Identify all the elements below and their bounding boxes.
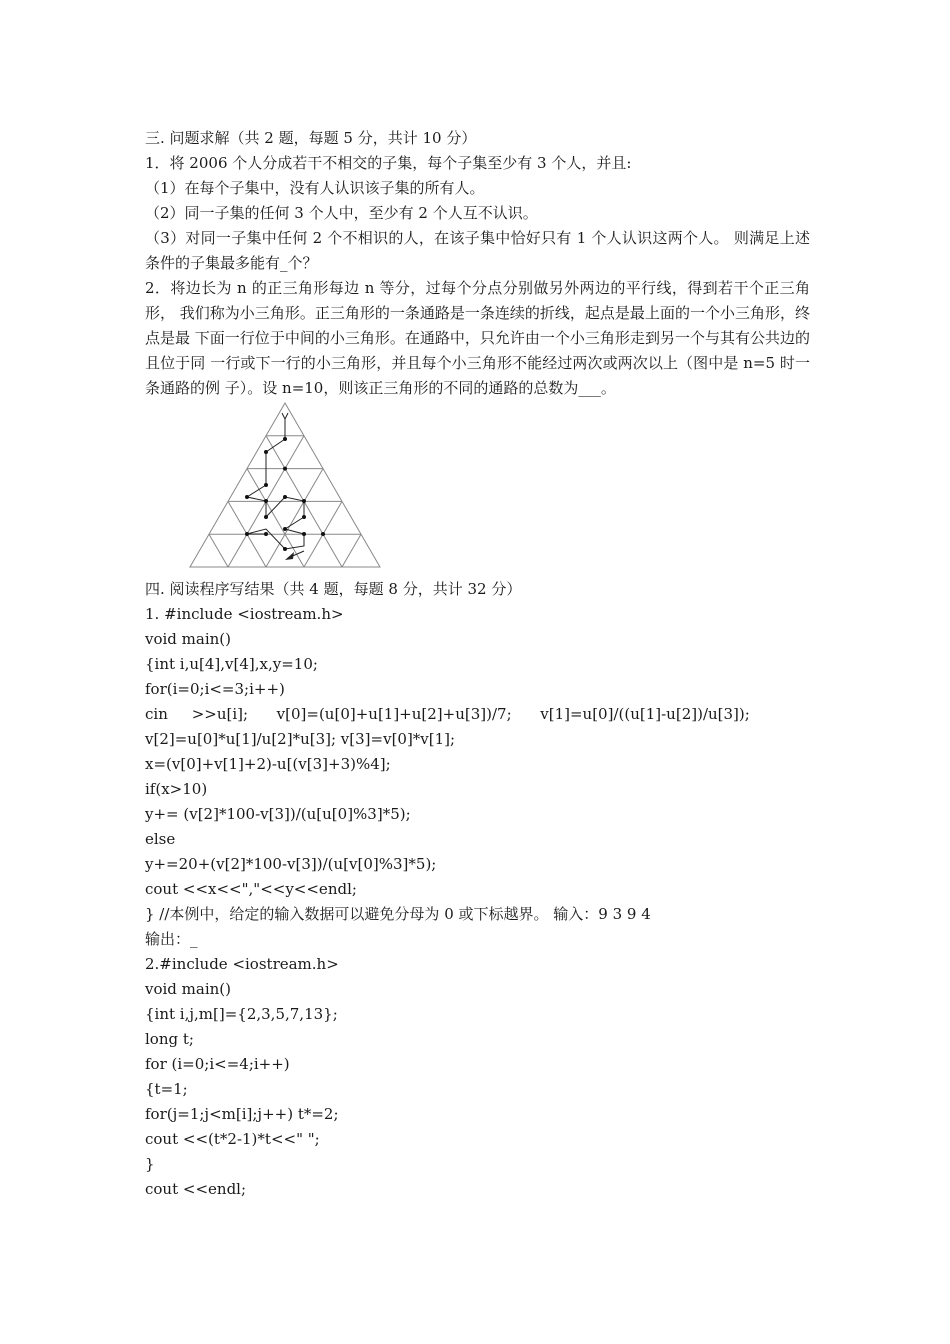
code-line: } bbox=[145, 1155, 155, 1173]
code-line: {t=1; bbox=[145, 1080, 188, 1098]
code-line: cin >>u[i]; v[0]=(u[0]+u[1]+u[2]+u[3])/7; v[1]=u[0]/((u[1]-u[2])/u[3]); bbox=[145, 705, 750, 723]
code-line: cout <<(t*2-1)*t<<" "; bbox=[145, 1130, 320, 1148]
code-line: 2.#include <iostream.h> bbox=[145, 955, 339, 973]
code-line: } //本例中，给定的输入数据可以避免分母为 0 或下标越界。 输入：9 3 9 4 bbox=[145, 905, 651, 923]
code-line: for (i=0;i<=4;i++) bbox=[145, 1055, 290, 1073]
document-content bbox=[145, 126, 810, 1202]
section4-heading: 四. 阅读程序写结果（共 4 题，每题 8 分，共计 32 分） bbox=[145, 580, 522, 598]
code-line: void main() bbox=[145, 980, 232, 998]
q1-condition-3: （3）对同一子集中任何 2 个不相识的人，在该子集中恰好只有 1 个人认识这两个人。 则满足上述条件的子集最多能有_个？ bbox=[145, 229, 810, 272]
code-line: x=(v[0]+v[1]+2)-u[(v[3]+3)%4]; bbox=[145, 755, 391, 773]
code-line: y+= (v[2]*100-v[3])/(u[u[0]%3]*5); bbox=[145, 805, 411, 823]
code-line: void main() bbox=[145, 630, 232, 648]
triangle-figure bbox=[185, 401, 385, 573]
code-line: cout <<endl; bbox=[145, 1180, 247, 1198]
code-line: long t; bbox=[145, 1030, 194, 1048]
code-line: {int i,j,m[]={2,3,5,7,13}; bbox=[145, 1005, 338, 1023]
code-line: for(i=0;i<=3;i++) bbox=[145, 680, 285, 698]
program-2 bbox=[145, 952, 810, 1202]
code-line: 1. #include <iostream.h> bbox=[145, 605, 344, 623]
code-line: {int i,u[4],v[4],x,y=10; bbox=[145, 655, 318, 673]
q1-condition-2: （2）同一子集的任何 3 个人中，至少有 2 个人互不认识。 bbox=[145, 204, 538, 222]
code-line: for(j=1;j<m[i];j++) t*=2; bbox=[145, 1105, 339, 1123]
q1-condition-1: （1）在每个子集中，没有人认识该子集的所有人。 bbox=[145, 179, 485, 197]
code-line: cout <<x<<","<<y<<endl; bbox=[145, 880, 357, 898]
program-1 bbox=[145, 602, 810, 952]
section3-heading: 三. 问题求解（共 2 题，每题 5 分，共计 10 分） bbox=[145, 129, 477, 147]
output-line: 输出：_ bbox=[145, 930, 198, 948]
code-line: y+=20+(v[2]*100-v[3])/(u[v[0]%3]*5); bbox=[145, 855, 437, 873]
q2-text: 2．将边长为 n 的正三角形每边 n 等分，过每个分点分别做另外两边的平行线，得到若干个正三角形， 我们称为小三角形。正三角形的一条通路是一条连续的折线，起点是最上面的一个小三角形，终点是最 下面一行位于中间的小三角形。在通路中，只允许由一个小三角形走到另一个与其有公共边的且位于同 一行或下一行的小三角形，并且每个小三角形不能经过两次或两次以上（图中是 n=5 时一条通路的例 子）。设 n=10，则该正三角形的不同的通路的总数为___。 bbox=[145, 279, 810, 397]
triangle-path-diagram bbox=[145, 401, 810, 577]
code-line: v[2]=u[0]*u[1]/u[2]*u[3]; v[3]=v[0]*v[1]; bbox=[145, 730, 456, 748]
q1-intro: 1．将 2006 个人分成若干不相交的子集，每个子集至少有 3 个人，并且: bbox=[145, 154, 632, 172]
code-line: if(x>10) bbox=[145, 780, 208, 798]
code-line: else bbox=[145, 830, 176, 848]
